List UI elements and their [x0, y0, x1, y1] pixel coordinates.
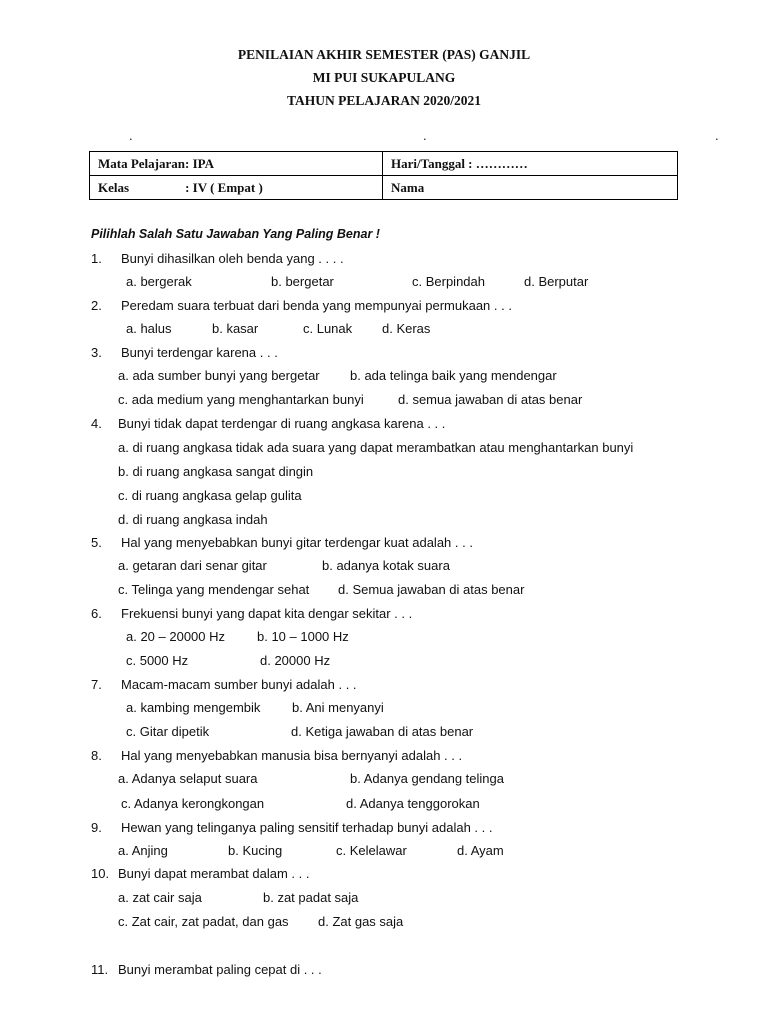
student-info-table: [89, 151, 678, 200]
question-number: 7.: [91, 677, 102, 692]
question-number: 11.: [91, 962, 109, 977]
option: b. ada telinga baik yang mendengar: [350, 368, 557, 383]
option: d. di ruang angkasa indah: [118, 512, 268, 527]
dot-marker: .: [129, 128, 133, 143]
option: b. 10 – 1000 Hz: [257, 629, 349, 644]
option: a. 20 – 20000 Hz: [126, 629, 226, 644]
question-number: 3.: [91, 345, 102, 360]
dot-marker: .: [715, 128, 719, 143]
option: c. ada medium yang menghantarkan bunyi: [118, 392, 364, 407]
option: b. Ani menyanyi: [292, 700, 384, 715]
question-text: Hewan yang telinganya paling sensitif terhadap bunyi adalah . . .: [121, 820, 493, 835]
question-text: Bunyi terdengar karena . . .: [121, 345, 278, 360]
option: b. kasar: [212, 321, 259, 336]
option: b. Adanya gendang telinga: [350, 771, 504, 786]
option: c. Adanya kerongkongan: [121, 796, 265, 811]
question-text: Peredam suara terbuat dari benda yang mempunyai permukaan . . .: [121, 298, 512, 313]
question-text: Hal yang menyebabkan bunyi gitar terdengar kuat adalah . . .: [121, 535, 473, 550]
option: a. halus: [126, 321, 172, 336]
option: c. Kelelawar: [336, 843, 407, 858]
option: b. di ruang angkasa sangat dingin: [118, 464, 314, 479]
option: b. Kucing: [228, 843, 283, 858]
class-cell: [90, 176, 383, 200]
question-number: 4.: [91, 416, 102, 431]
option: b. bergetar: [271, 274, 334, 289]
option: c. 5000 Hz: [126, 653, 189, 668]
option: c. Telinga yang mendengar sehat: [118, 582, 310, 597]
option: d. Zat gas saja: [318, 914, 404, 929]
question-number: 10.: [91, 866, 110, 881]
question-text: Frekuensi bunyi yang dapat kita dengar sekitar . . .: [121, 606, 413, 621]
question-text: Bunyi dapat merambat dalam . . .: [118, 866, 310, 881]
option: d. 20000 Hz: [260, 653, 331, 668]
option: d. Berputar: [524, 274, 589, 289]
option: a. kambing mengembik: [126, 700, 261, 715]
question-number: 5.: [91, 535, 102, 550]
option: c. Gitar dipetik: [126, 724, 210, 739]
exam-title: PENILAIAN AKHIR SEMESTER (PAS) GANJIL: [237, 47, 531, 62]
option: d. Adanya tenggorokan: [346, 796, 480, 811]
option: a. zat cair saja: [118, 890, 202, 905]
class-label: Kelas: [98, 179, 130, 195]
option: d. Ketiga jawaban di atas benar: [291, 724, 474, 739]
option: a. di ruang angkasa tidak ada suara yang dapat merambatkan atau menghantarkan bunyi: [118, 440, 634, 455]
question-text: Bunyi tidak dapat terdengar di ruang angkasa karena . . .: [118, 416, 446, 431]
name-cell: Nama: [383, 176, 678, 200]
academic-year: TAHUN PELAJARAN 2020/2021: [286, 93, 481, 108]
option: a. bergerak: [126, 274, 192, 289]
question-number: 2.: [91, 298, 102, 313]
question-number: 6.: [91, 606, 102, 621]
option: b. zat padat saja: [263, 890, 359, 905]
option: c. Zat cair, zat padat, dan gas: [118, 914, 289, 929]
dot-marker: .: [423, 128, 427, 143]
date-cell: Hari/Tanggal : …………: [383, 152, 678, 176]
option: b. adanya kotak suara: [322, 558, 450, 573]
question-text: Bunyi merambat paling cepat di . . .: [118, 962, 322, 977]
option: d. Ayam: [457, 843, 504, 858]
class-value: : IV ( Empat ): [185, 179, 263, 195]
option: a. ada sumber bunyi yang bergetar: [118, 368, 320, 383]
option: a. Anjing: [118, 843, 168, 858]
question-number: 1.: [91, 251, 102, 266]
option: a. Adanya selaput suara: [118, 771, 258, 786]
subject-cell: Mata Pelajaran: IPA: [90, 152, 383, 176]
question-text: Hal yang menyebabkan manusia bisa bernyanyi adalah . . .: [121, 748, 463, 763]
option: d. Keras: [382, 321, 431, 336]
question-number: 9.: [91, 820, 102, 835]
option: c. Berpindah: [412, 274, 485, 289]
option: c. di ruang angkasa gelap gulita: [118, 488, 302, 503]
option: c. Lunak: [303, 321, 353, 336]
option: a. getaran dari senar gitar: [118, 558, 267, 573]
question-text: Bunyi dihasilkan oleh benda yang . . . .: [121, 251, 344, 266]
option: d. Semua jawaban di atas benar: [338, 582, 525, 597]
school-name: MI PUI SUKAPULANG: [312, 70, 456, 85]
instruction: Pilihlah Salah Satu Jawaban Yang Paling Benar !: [91, 227, 380, 241]
question-number: 8.: [91, 748, 102, 763]
question-text: Macam-macam sumber bunyi adalah . . .: [121, 677, 357, 692]
option: d. semua jawaban di atas benar: [398, 392, 583, 407]
